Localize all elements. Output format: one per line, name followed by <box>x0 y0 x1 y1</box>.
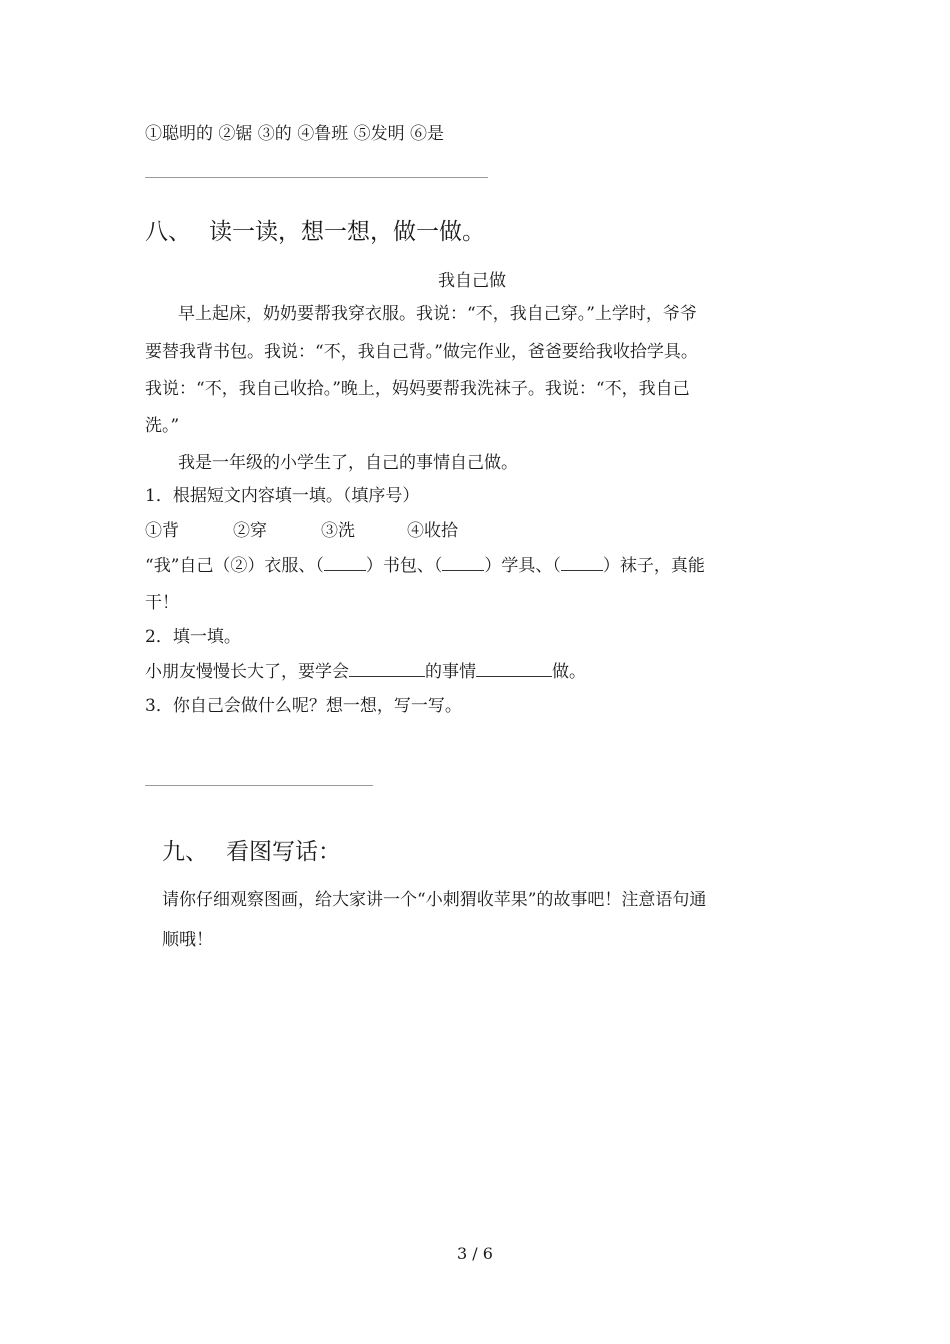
question-3-title: 3．你自己会做什么呢？想一想，写一写。 <box>145 696 462 716</box>
answer-line <box>145 177 488 178</box>
fill-blank-4[interactable] <box>349 676 425 677</box>
writing-instruction-line-1: 请你仔细观察图画，给大家讲一个“小刺猬收苹果”的故事吧！注意语句通 <box>162 890 707 910</box>
question-2-sentence <box>145 661 586 683</box>
option-bei: ①背 <box>145 521 179 541</box>
page-number: 3 / 6 <box>457 1244 493 1263</box>
sentence-part: ）书包、（ <box>365 556 443 576</box>
sentence-part: 小朋友慢慢长大了，要学会 <box>145 662 349 682</box>
option-chuan: ②穿 <box>233 521 267 541</box>
section-9-number: 九、 <box>162 839 208 865</box>
story-title: 我自己做 <box>438 271 506 291</box>
story-line-3: 我说：“不，我自己收拾。”晚上，妈妈要帮我洗袜子。我说：“不，我自己 <box>145 379 690 399</box>
sentence-part: “我”自己（②）衣服、（ <box>145 556 324 576</box>
section-8-number: 八、 <box>145 219 191 245</box>
question-1-sentence <box>145 555 705 577</box>
section-9-heading: 看图写话： <box>226 839 341 865</box>
fill-blank-3[interactable] <box>561 570 603 571</box>
option-xi: ③洗 <box>321 521 355 541</box>
question-1-title: 1．根据短文内容填一填。（填序号） <box>145 486 420 506</box>
fill-blank-2[interactable] <box>442 570 484 571</box>
fill-blank-5[interactable] <box>476 676 552 677</box>
section-8-heading: 读一读，想一想，做一做。 <box>209 219 485 245</box>
writing-instruction-line-2: 顺哦！ <box>162 930 213 950</box>
question-2-title: 2．填一填。 <box>145 627 241 647</box>
story-last-line: 我是一年级的小学生了，自己的事情自己做。 <box>178 453 518 473</box>
story-line-4: 洗。” <box>145 416 180 436</box>
sentence-part: ）学具、（ <box>484 556 561 576</box>
story-line-1: 早上起床，奶奶要帮我穿衣服。我说：“不，我自己穿。”上学时，爷爷 <box>178 304 697 324</box>
answer-line <box>145 785 373 786</box>
fill-blank-1[interactable] <box>324 570 366 571</box>
sentence-part: 做。 <box>552 662 586 682</box>
story-line-2: 要替我背书包。我说：“不，我自己背。”做完作业，爸爸要给我收拾学具。 <box>145 342 698 362</box>
question-1-sentence-end: 干！ <box>145 593 179 613</box>
sentence-part: ）袜子，真能 <box>602 556 705 576</box>
sentence-part: 的事情 <box>425 662 476 682</box>
word-options-line: ①聪明的 ②锯 ③的 ④鲁班 ⑤发明 ⑥是 <box>145 124 445 144</box>
option-shoushi: ④收拾 <box>407 521 458 541</box>
